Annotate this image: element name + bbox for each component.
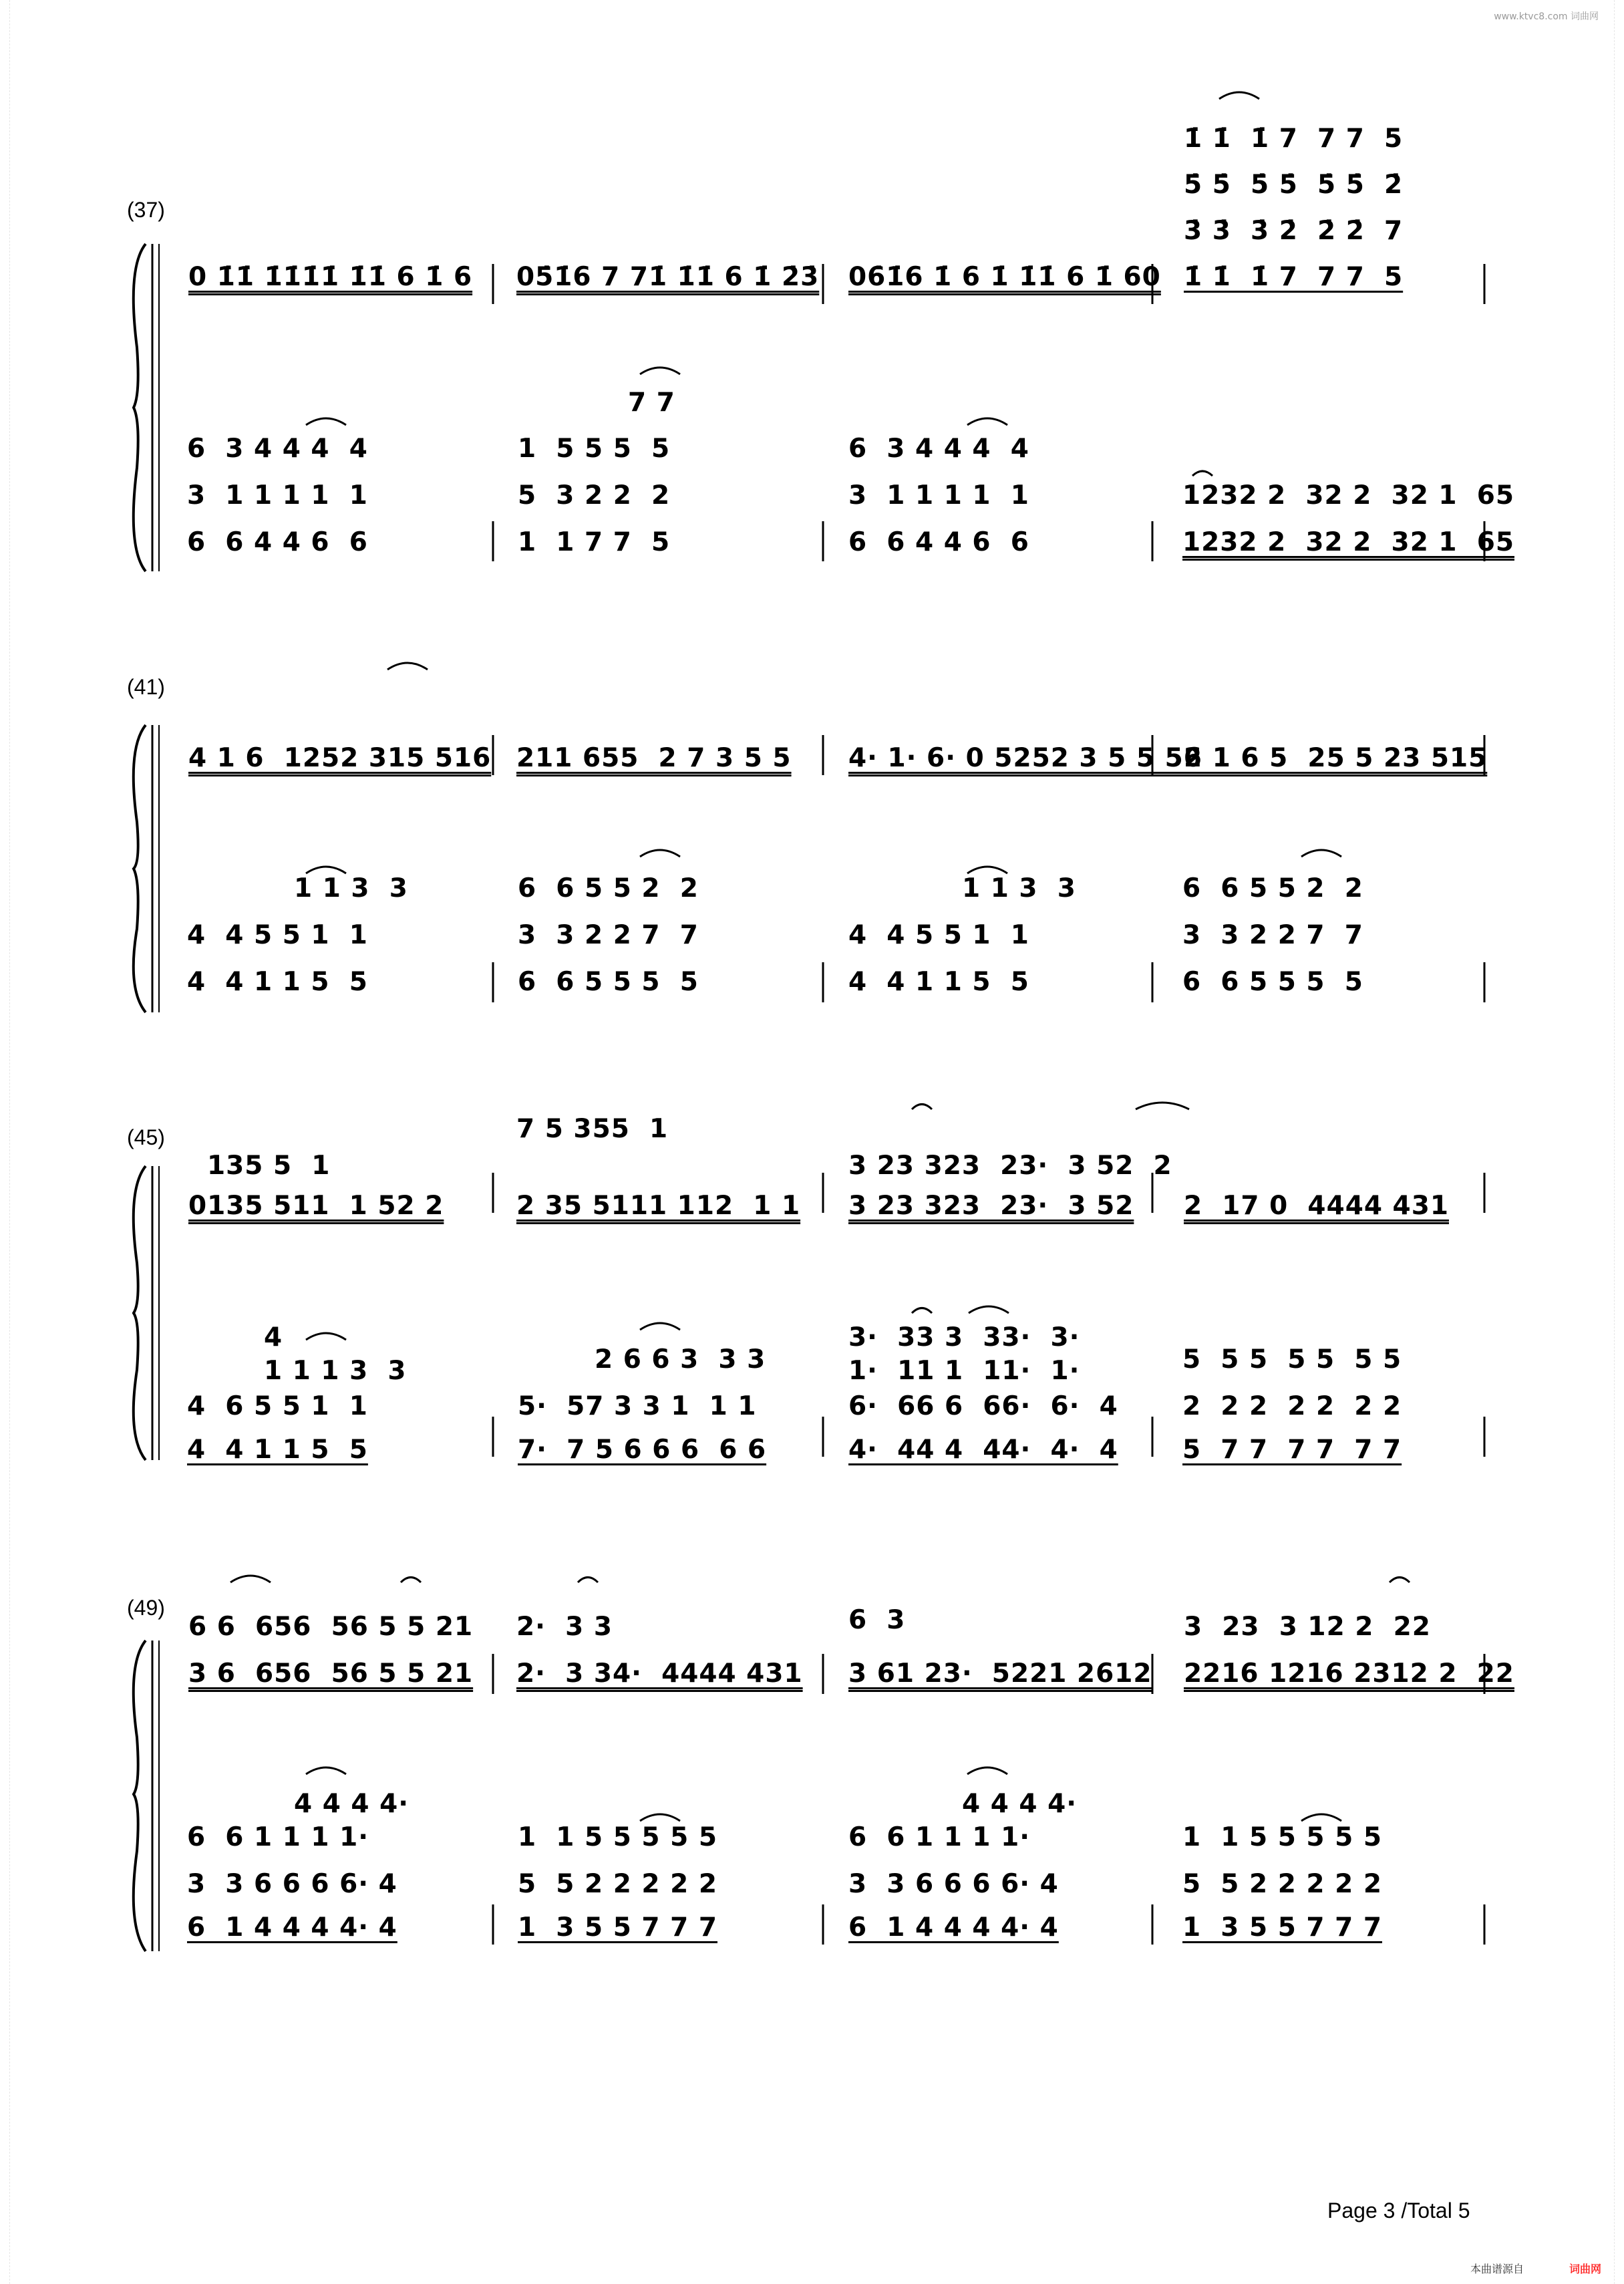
lower-staff-note: 6 1 4 4 4 4· 4 [187,1912,397,1943]
lower-staff-note: 1232 2 32 2 32 1 65 [1182,480,1514,511]
lower-staff-note: 1 5 5 5 5 [518,434,671,464]
lower-staff-note: 6 3 4 4 4 4 [848,434,1029,464]
lower-staff-note: 2 6 6 3 3 3 [595,1344,766,1375]
upper-staff-note: 3 61 23· 5221 2612 [848,1659,1152,1689]
lower-staff-note: 1 1 1 3 3 [264,1356,407,1386]
upper-staff-note: 3 6 656 56 5 5 21 [188,1659,474,1689]
lower-staff-note: 1 1 5 5 5 5 5 [518,1822,717,1852]
lower-staff-note: 1 3 5 5 7 7 7 [518,1912,717,1943]
measure-number: (41) [127,675,165,699]
lower-staff-note: 4 4 1 1 5 5 [848,967,1029,997]
site-watermark: www.ktvc8.com 词曲网 [1494,11,1599,22]
lower-staff-note: 1 3 5 5 7 7 7 [1182,1912,1382,1943]
lower-staff-note: 6 6 1 1 1 1· [848,1822,1031,1852]
upper-staff-note: 2216 1216 2312 2 22 [1184,1659,1514,1689]
page-number: Page 3 /Total 5 [1327,2198,1470,2223]
lower-staff-note: 6 6 1 1 1 1· [187,1822,369,1852]
lower-staff-note: 2 2 2 2 2 2 2 [1182,1391,1402,1421]
upper-staff-note: 3̇ 3̇ 3̇ 2̇ 2̇ 2̇ 7 [1184,216,1404,246]
lower-staff-note: 5 5 2 2 2 2 2 [1182,1869,1382,1899]
lower-staff-note: 5 3 2 2 2 [518,480,671,511]
lower-staff-note: 1 1 3 3 [294,873,408,903]
lower-staff-note: 3 3 2 2 7 7 [518,920,699,950]
lower-staff-note: 3· 33 3 33· 3· [848,1322,1080,1352]
lower-staff-note: 6 6 5 5 5 5 [518,967,699,997]
upper-staff-note: 2· 3 3 [516,1612,613,1642]
upper-staff-note: 06̇1̇6 1̇ 6 1̇ 1̇1̇ 6 1̇ 60 [848,262,1161,292]
upper-staff-note: 5̇ 5̇ 5̇ 5̇ 5̇ 5̇ 2̇ [1184,170,1404,200]
lower-staff-note: 6 6 4 4 6 6 [187,527,368,557]
lower-staff-note: 7 7 [628,388,675,418]
lower-staff-note: 4 4 1 1 5 5 [187,967,368,997]
lower-staff-note: 4· 44 4 44· 4· 4 [848,1435,1118,1465]
lower-staff-note: 4 6 5 5 1 1 [187,1391,368,1421]
upper-staff-note: 6 6 656 56 5 5 21 [188,1612,474,1642]
upper-staff-note: 7 5 355 1 [516,1114,669,1144]
lower-staff-note: 1 1 5 5 5 5 5 [1182,1822,1382,1852]
upper-staff-note: 211 655 2 7 3 5 5 [516,743,792,773]
lower-staff-note: 5· 57 3 3 1 1 1 [518,1391,757,1421]
upper-staff-note: 3 23 323 23· 3 52 2 [848,1151,1172,1181]
lower-staff-note: 3 1 1 1 1 1 [848,480,1029,511]
lower-staff-note: 4 4 4 4· [962,1789,1078,1819]
lower-staff-note: 7· 7 5 6 6 6 6 6 [518,1435,767,1465]
lower-staff-note: 5 5 2 2 2 2 2 [518,1869,717,1899]
source-label: 本曲谱源自 [1470,2263,1524,2275]
upper-staff-note: 135 5 1 [207,1151,331,1181]
lower-staff-note: 3 3 6 6 6 6· 4 [187,1869,397,1899]
lower-staff-note: 6 6 5 5 2 2 [1182,873,1363,903]
lower-staff-note: 4 [264,1322,283,1352]
upper-staff-note: 2 17 0 4444 431 [1184,1191,1449,1221]
lower-staff-note: 6 3 4 4 4 4 [187,434,368,464]
upper-staff-note: 0 1̇1̇ 1̇1̇1̇1̇ 1̇1̇ 6 1̇ 6 [188,262,473,292]
site-logo-text: 词曲网 [1569,2263,1601,2275]
lower-staff-note: 5 7 7 7 7 7 7 [1182,1435,1402,1465]
lower-staff-note: 6· 66 6 66· 6· 4 [848,1391,1118,1421]
lower-staff-note: 4 4 1 1 5 5 [187,1435,368,1465]
upper-staff-note: 2· 3 34· 4444 431 [516,1659,803,1689]
upper-staff-note: 1̇ 1̇ 1̇ 7 7 7 5 [1184,262,1404,292]
lower-staff-note: 1232 2 32 2 32 1 65 [1182,527,1514,557]
lower-staff-note: 3 3 6 6 6 6· 4 [848,1869,1059,1899]
upper-staff-note: 4 1 6 1252 315 516 [188,743,492,773]
lower-staff-note: 4 4 5 5 1 1 [848,920,1029,950]
measure-number: (37) [127,198,165,222]
upper-staff-note: 3 23 3 12 2 22 [1184,1612,1431,1642]
upper-staff-note: 6 3 [848,1605,906,1635]
lower-staff-note: 6 6 5 5 2 2 [518,873,699,903]
lower-staff-note: 4 4 4 4· [294,1789,410,1819]
lower-staff-note: 3 3 2 2 7 7 [1182,920,1363,950]
lower-staff-note: 6 6 4 4 6 6 [848,527,1029,557]
lower-staff-note: 3 1 1 1 1 1 [187,480,368,511]
upper-staff-note: 2 35 5111 112 1 1 [516,1191,801,1221]
lower-staff-note: 6 1 4 4 4 4· 4 [848,1912,1059,1943]
upper-staff-note: 4· 1· 6· 0 5252 3 5 5 56 [848,743,1202,773]
upper-staff-note: 1̇ 1̇ 1̇ 7 7 7 5 [1184,124,1404,154]
lower-staff-note: 1· 11 1 11· 1· [848,1356,1080,1386]
upper-staff-note: 3 23 323 23· 3 52 [848,1191,1134,1221]
measure-number: (45) [127,1125,165,1149]
lower-staff-note: 4 4 5 5 1 1 [187,920,368,950]
upper-staff-note: 05̇1̇6 7 71̇ 1̇1̇ 6 1̇ 2̇3̇ [516,262,820,292]
lower-staff-note: 6 6 5 5 5 5 [1182,967,1363,997]
measure-number: (49) [127,1596,165,1620]
upper-staff-note: 0135 511 1 52 2 [188,1191,444,1221]
upper-staff-note: 2 1 6 5 25 5 23 515 [1184,743,1488,773]
lower-staff-note: 1 1 7 7 5 [518,527,671,557]
lower-staff-note: 5 5 5 5 5 5 5 [1182,1344,1402,1375]
lower-staff-note: 1 1 3 3 [962,873,1076,903]
